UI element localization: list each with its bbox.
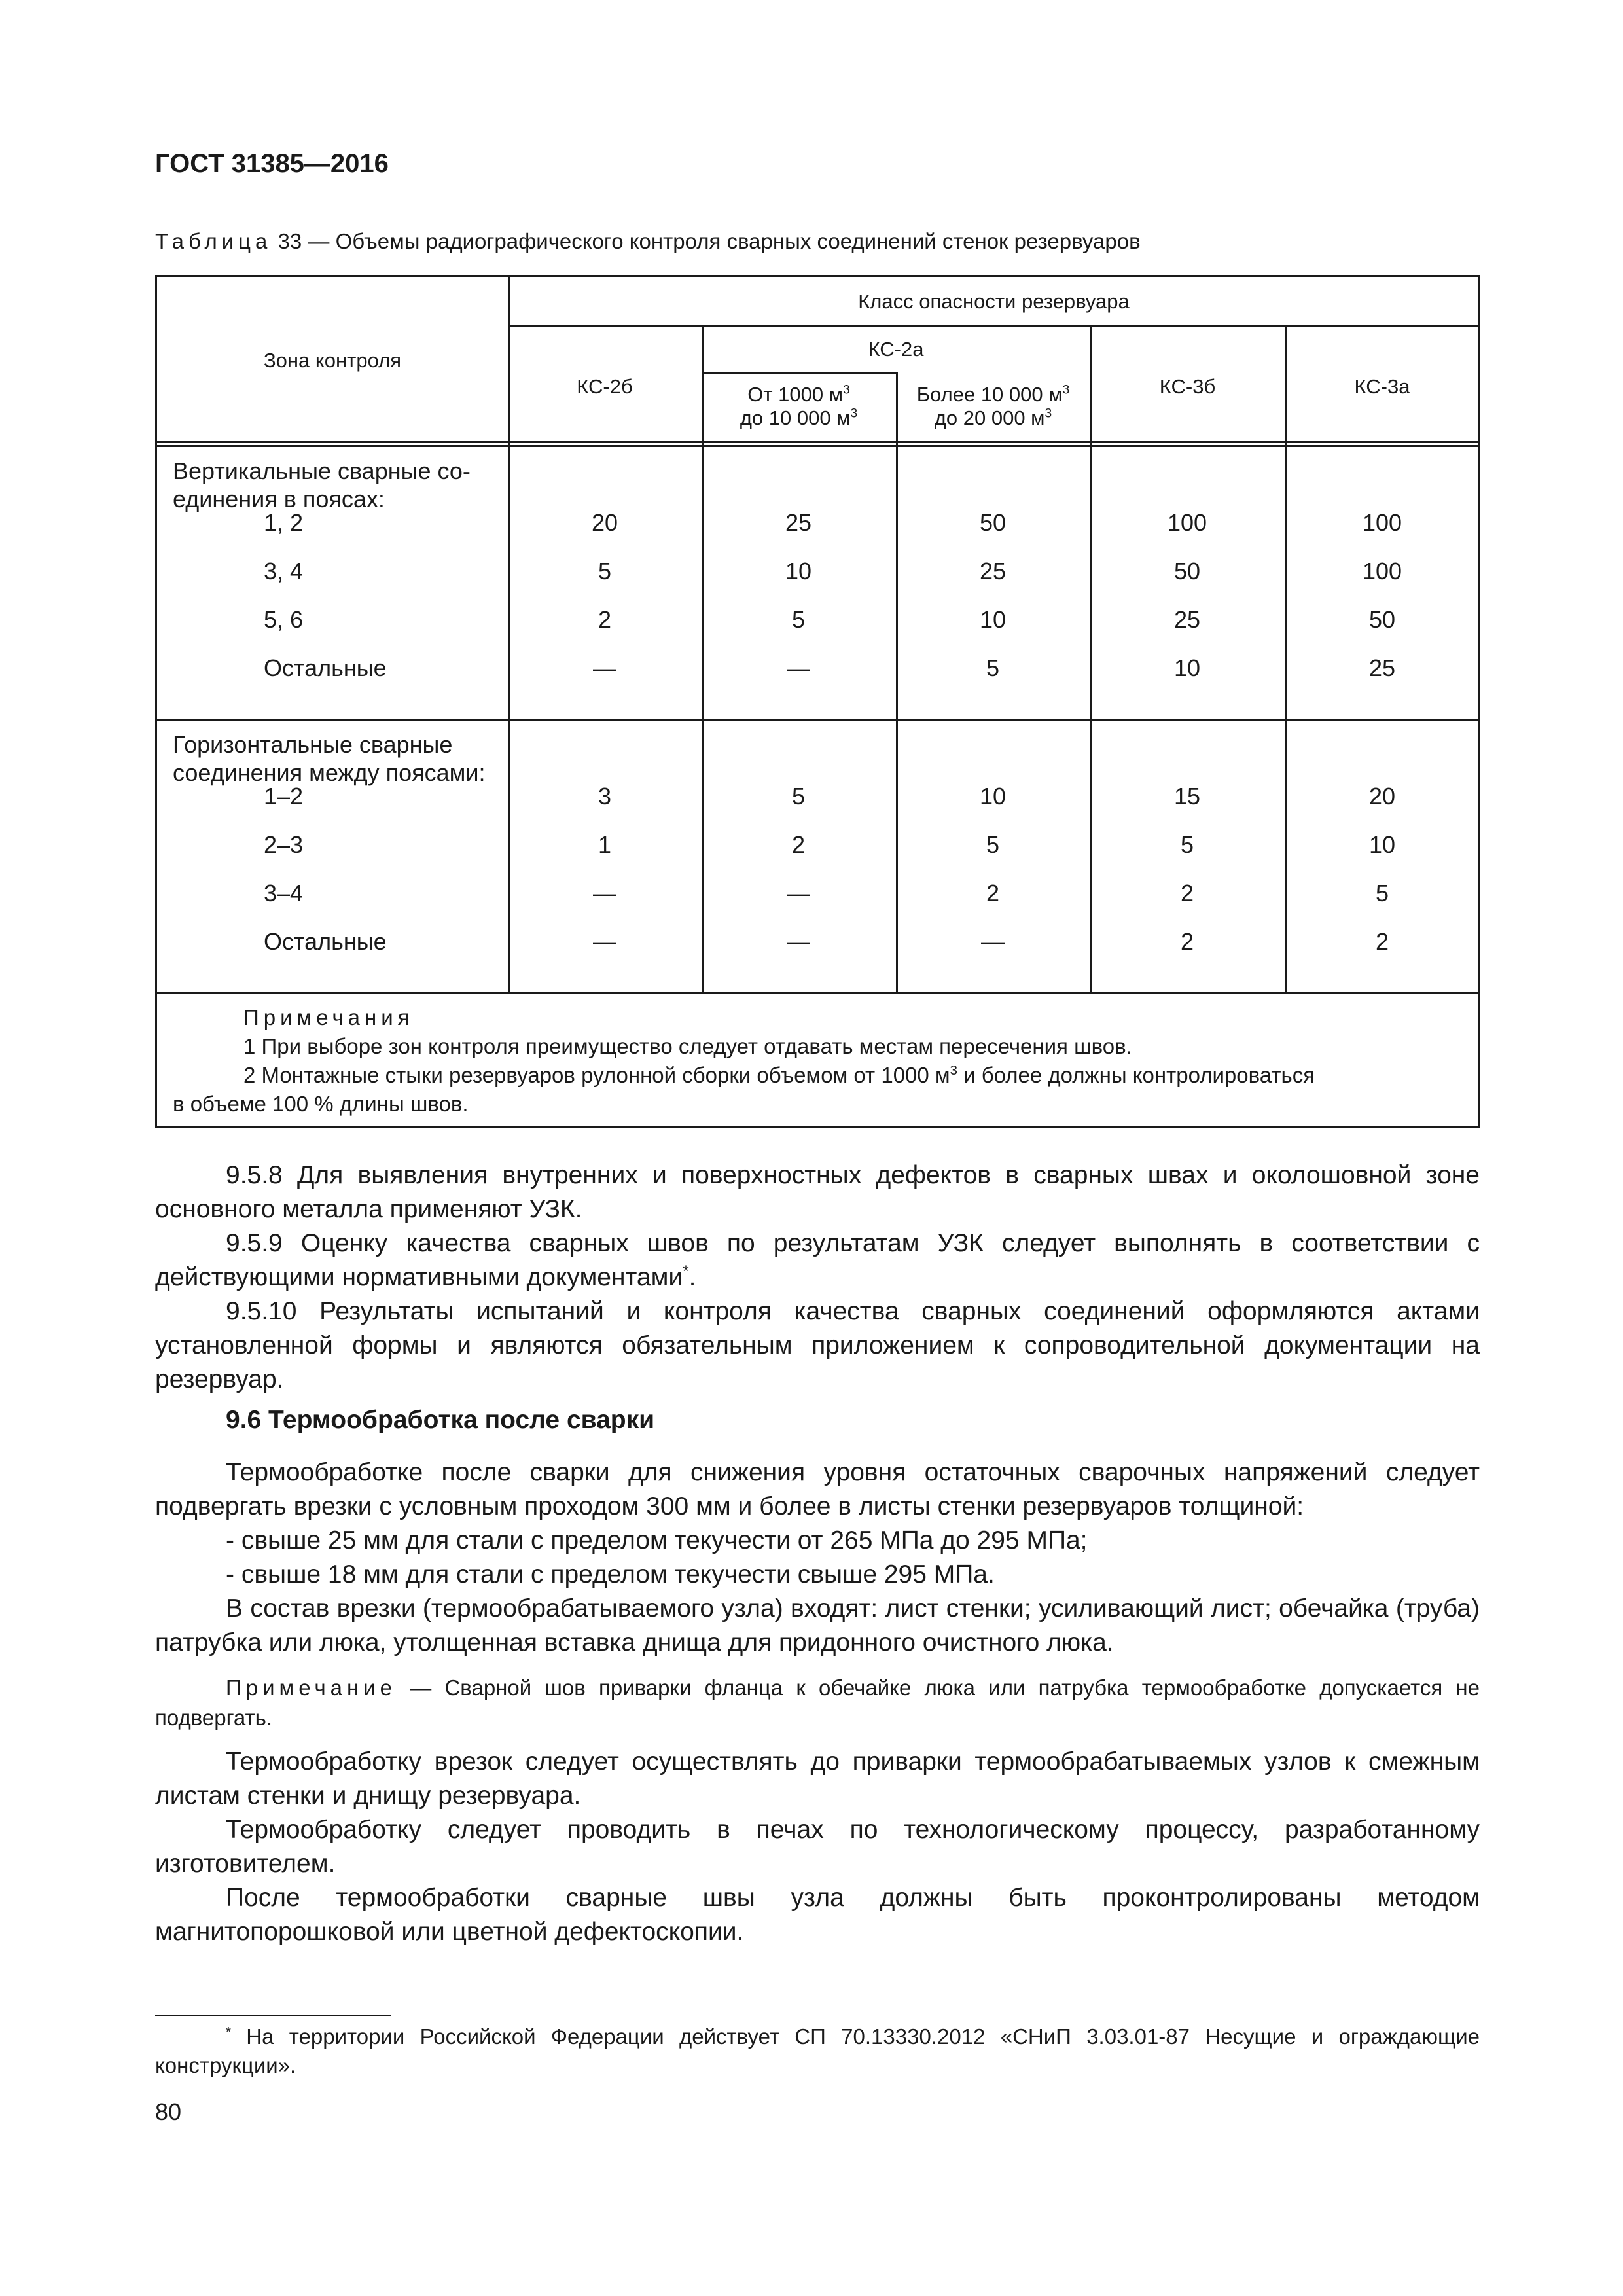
- table-cell: 20: [591, 509, 618, 536]
- paragraph-9-6-timing: Термообработку врезок следует осуществлять до приварки термообрабатываемых узлов к смежным листам стенки и днищу резервуара.: [155, 1748, 1480, 1810]
- row-label: Остальные: [264, 928, 387, 955]
- table-cell: 100: [1167, 509, 1207, 536]
- row-label: 2–3: [264, 831, 304, 858]
- paragraph-9-6-furnace: Термообработку следует проводить в печах по технологическому процессу, разработанному изготовителем.: [155, 1816, 1480, 1878]
- header-ks2a-sub2: [896, 383, 1090, 430]
- page-number: 80: [155, 2098, 182, 2125]
- table-cell: 2: [1180, 928, 1194, 955]
- paragraph-9-5-8: 9.5.8 Для выявления внутренних и поверхностных дефектов в сварных швах и околошовной зоне основного металла применяют УЗК.: [155, 1161, 1480, 1223]
- table-cell: —: [787, 655, 810, 681]
- note-text: — Сварной шов приварки фланца к обечайке люка или патрубка термообработке допускается не подвергать.: [155, 1676, 1480, 1730]
- table-cell: 50: [979, 509, 1007, 536]
- table-cell: 10: [785, 558, 812, 584]
- table-rule: [157, 441, 1480, 443]
- footnote-marker: *: [226, 2024, 231, 2039]
- table-cell: 5: [986, 655, 1000, 681]
- paragraph-9-6-intro: Термообработке после сварки для снижения уровня остаточных сварочных напряжений следует подвергать врезки с условным проходом 300 мм и более в листы стенки резервуаров толщиной:: [155, 1458, 1480, 1520]
- header-ks2b: КС-2б: [577, 375, 633, 398]
- header-ks2a-sub1-line2: до 10 000 $м^3$: [740, 406, 858, 429]
- header-ks3b: КС-3б: [1159, 375, 1216, 398]
- table-cell: 10: [979, 606, 1007, 633]
- table-rule: [702, 372, 896, 374]
- footnote-rule: [155, 2015, 391, 2016]
- notes-title: Примечания: [243, 1005, 414, 1030]
- paragraph-9-6-inspection: После термообработки сварные швы узла должны быть проконтролированы методом магнитопорошковой или цветной дефектоскопии.: [155, 1884, 1480, 1946]
- table-cell: 2: [791, 831, 806, 858]
- bullet-1: - свыше 25 мм для стали с пределом текучести от 265 МПа до 295 МПа;: [226, 1526, 1088, 1554]
- table-cell: 2: [1375, 928, 1389, 955]
- header-ks2a-sub2-line2: до 20 000 $м^3$: [934, 406, 1052, 429]
- table-cell: —: [787, 880, 810, 906]
- footnote-mark: *: [683, 1263, 689, 1280]
- table-cell: 50: [1173, 558, 1201, 584]
- table-notes: [173, 1003, 1469, 1119]
- table-rule: [508, 325, 1480, 327]
- table-cell: —: [981, 928, 1005, 955]
- table-cell: 10: [1173, 655, 1201, 681]
- footnote: [155, 2022, 1480, 2080]
- table-cell: —: [593, 928, 616, 955]
- table-cell: 25: [1368, 655, 1396, 681]
- bullet-2: - свыше 18 мм для стали с пределом текучести свыше 295 МПа.: [226, 1560, 995, 1588]
- table-cell: 15: [1173, 783, 1201, 810]
- table-cell: 3: [597, 783, 612, 810]
- table-cell: 20: [1368, 783, 1396, 810]
- footnote-text: На территории Российской Федерации действует СП 70.13330.2012 «СНиП 3.03.01-87 Несущие и ограждающие конструкции».: [155, 2024, 1480, 2077]
- table-rule: [157, 445, 1480, 447]
- table-cell: 10: [1368, 831, 1396, 858]
- header-ks2a-sub1: [702, 383, 896, 430]
- row-label: 3, 4: [264, 558, 304, 584]
- note-1: 1 При выборе зон контроля преимущество следует отдавать местам пересечения швов.: [243, 1034, 1132, 1058]
- table-cell: 5: [791, 783, 806, 810]
- header-ks2a: КС-2а: [868, 338, 924, 361]
- paragraph-9-6-composition: В состав врезки (термообрабатываемого узла) входят: лист стенки; усиливающий лист; обечайка (труба) патрубка или люка, утолщенная вставка днища для придонного очистного люка.: [155, 1594, 1480, 1657]
- row-label: 5, 6: [264, 606, 304, 633]
- row-label: Остальные: [264, 655, 387, 681]
- table-cell: 5: [986, 831, 1000, 858]
- header-class-group: Класс опасности резервуара: [858, 290, 1130, 313]
- table-cell: 50: [1368, 606, 1396, 633]
- table-cell: 5: [597, 558, 612, 584]
- header-ks2a-sub2-line1: Более 10 000 $м^3$: [916, 383, 1070, 406]
- row-label: 1, 2: [264, 509, 304, 536]
- table-cell: 5: [1375, 880, 1389, 906]
- table-caption-text: 33 — Объемы радиографического контроля сварных соединений стенок резервуаров: [272, 229, 1141, 253]
- note-2: 2 Монтажные стыки резервуаров рулонной сборки объемом от 1000 $м^3$ и более должны контролироваться: [243, 1063, 1315, 1087]
- table-caption-prefix: Таблица: [155, 229, 272, 253]
- header-zone: Зона контроля: [263, 349, 402, 372]
- table-cell: —: [593, 655, 616, 681]
- table-cell: 10: [979, 783, 1007, 810]
- table-caption: [155, 229, 1141, 254]
- data-table: [155, 275, 1480, 1128]
- table-cell: 2: [986, 880, 1000, 906]
- note-label: Примечание: [226, 1676, 397, 1700]
- header-ks2a-sub1-line1: От 1000 $м^3$: [747, 383, 850, 406]
- group-title: Горизонтальные сварные соединения между поясами:: [173, 731, 486, 786]
- row-label: 1–2: [264, 783, 304, 810]
- table-cell: —: [593, 880, 616, 906]
- document-header: ГОСТ 31385—2016: [155, 149, 389, 178]
- note-paragraph: [155, 1673, 1480, 1733]
- table-cell: 5: [791, 606, 806, 633]
- table-rule: [157, 992, 1480, 994]
- table-rule: [157, 719, 1480, 721]
- table-cell: 2: [597, 606, 612, 633]
- row-label: 3–4: [264, 880, 304, 906]
- table-cell: 100: [1362, 558, 1402, 584]
- table-cell: 25: [785, 509, 812, 536]
- table-cell: 25: [979, 558, 1007, 584]
- header-ks3a: КС-3а: [1354, 375, 1410, 398]
- table-cell: 2: [1180, 880, 1194, 906]
- paragraph-9-5-10: 9.5.10 Результаты испытаний и контроля качества сварных соединений оформляются актами установленной формы и являются обязательным приложением к сопроводительной документации на резервуар.: [155, 1297, 1480, 1393]
- section-title: 9.6 Термообработка после сварки: [226, 1406, 655, 1434]
- table-cell: —: [787, 928, 810, 955]
- note-2-cont: в объеме 100 % длины швов.: [173, 1092, 469, 1116]
- table-rule: [1285, 325, 1287, 992]
- table-cell: 100: [1362, 509, 1402, 536]
- table-cell: 1: [597, 831, 612, 858]
- group-title: Вертикальные сварные со- единения в поясах:: [173, 457, 471, 512]
- paragraph-9-5-9: 9.5.9 Оценку качества сварных швов по результатам УЗК следует выполнять в соответствии с действующими нормативными документами*.: [155, 1229, 1480, 1291]
- table-cell: 5: [1180, 831, 1194, 858]
- table-cell: 25: [1173, 606, 1201, 633]
